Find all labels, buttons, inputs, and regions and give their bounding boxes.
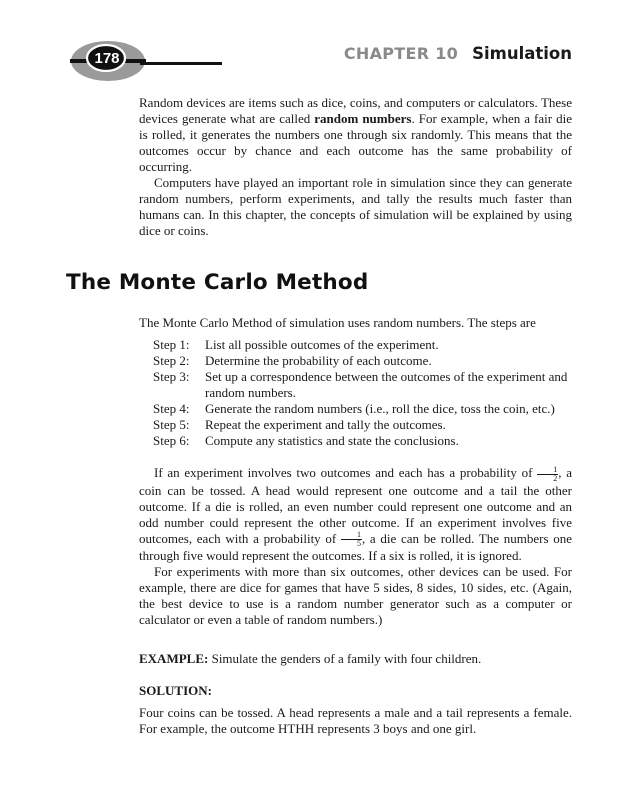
section-heading: The Monte Carlo Method (66, 270, 369, 295)
step-label: Step 2: (153, 353, 190, 368)
p3-text-b: , a coin can be tossed. A head would represent one outcome and a tail the other outcome. If a die is rolled, an even number could represent one outcome and an odd number could represent the other outcome. If an experiment involves five outcomes, each with a probability of (139, 465, 572, 546)
step-label: Step 1: (153, 337, 190, 352)
page-header (0, 0, 635, 100)
step-item (153, 353, 573, 369)
header-rule (140, 62, 222, 65)
step-text: Determine the probability of each outcome. (205, 353, 432, 368)
fraction-denominator: 2 (553, 473, 558, 483)
step-item (153, 417, 573, 433)
solution-heading (139, 683, 572, 699)
step-label: Step 4: (153, 401, 190, 416)
intro-paragraph-1 (139, 95, 572, 175)
chapter-title: Simulation (472, 44, 572, 63)
example-paragraph (139, 651, 572, 667)
fraction-numerator: 1 (341, 531, 362, 540)
fraction-numerator: 1 (537, 466, 558, 475)
random-numbers-term: random numbers (314, 111, 412, 126)
section-lead-text: The Monte Carlo Method of simulation uses random numbers. The steps are (139, 315, 536, 330)
intro-p1-text-a: Random devices are items such as dice, coins, and computers or calculators. These devices generate what are called (139, 95, 572, 126)
step-label: Step 5: (153, 417, 190, 432)
solution-block (139, 683, 572, 699)
step-text: List all possible outcomes of the experiment. (205, 337, 439, 352)
step-text: Compute any statistics and state the conclusions. (205, 433, 459, 448)
solution-text: Four coins can be tossed. A head represents a male and a tail represents a female. For example, the outcome HTHH represents 3 boys and one girl. (139, 705, 572, 736)
chapter-label: CHAPTER 10 (343, 44, 459, 63)
fraction-one-fifth (341, 531, 362, 548)
section-lead (139, 315, 572, 331)
example-block (139, 651, 572, 667)
solution-body (139, 705, 572, 737)
page-number: 178 (94, 50, 120, 67)
step-item (153, 433, 573, 449)
step-text: Set up a correspondence between the outcomes of the experiment and random numbers. (205, 369, 568, 400)
intro-p1-text-b: . For example, when a fair die is rolled, it generates the numbers one through six randomly. This means that the outcomes occur by chance and each outcome has the same probability of occurring. (139, 111, 572, 174)
p3-text-c: , a die can be rolled. The numbers one through five would represent the outcomes. If a six is rolled, it is ignored. (139, 530, 572, 564)
step-item (153, 337, 573, 353)
fraction-denominator: 5 (356, 539, 361, 549)
steps-list (153, 337, 573, 449)
step-item (153, 369, 573, 401)
step-text: Generate the random numbers (i.e., roll the dice, toss the coin, etc.) (205, 401, 555, 416)
intro-paragraph-2: Computers have played an important role in simulation since they can generate random numbers, perform experiments, and tally the results much faster than humans can. In this chapter, the concepts of simulation will be explained by using dice or coins. (139, 175, 572, 238)
outcomes-paragraph (139, 465, 572, 564)
step-text: Repeat the experiment and tally the outcomes. (205, 417, 446, 432)
p3-text-a: If an experiment involves two outcomes and each has a probability of (154, 465, 538, 480)
step-label: Step 6: (153, 433, 190, 448)
section-body (139, 465, 572, 628)
intro-text (139, 95, 572, 239)
step-label: Step 3: (153, 369, 190, 384)
example-text: Simulate the genders of a family with four children. (208, 651, 482, 666)
running-head (344, 44, 572, 63)
other-devices-paragraph: For experiments with more than six outcomes, other devices can be used. For example, there are dice for games that have 5 sides, 8 sides, 10 sides, etc. (Again, the best device to use is a random number generator such as a computer or calculator or even a table of random numbers.) (139, 564, 572, 628)
example-label: EXAMPLE: (139, 651, 209, 666)
solution-label: SOLUTION: (139, 683, 212, 698)
step-item (153, 401, 573, 417)
fraction-one-half (537, 466, 558, 483)
